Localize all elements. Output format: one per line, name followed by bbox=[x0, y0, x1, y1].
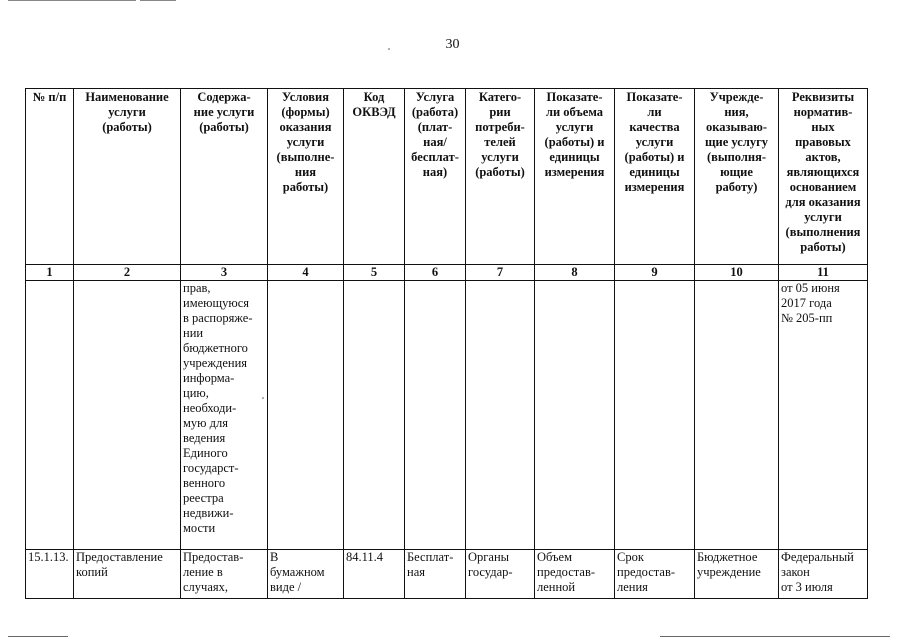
column-number: 1 bbox=[26, 265, 74, 281]
table-cell bbox=[181, 281, 268, 550]
table-cell bbox=[466, 550, 535, 599]
page-number: 30 bbox=[445, 37, 460, 52]
cell-text: Бюджетное учреждение bbox=[697, 550, 761, 579]
column-number: 2 bbox=[74, 265, 181, 281]
header-row bbox=[26, 89, 868, 265]
table-cell bbox=[779, 550, 868, 599]
table-cell bbox=[695, 281, 779, 550]
cell-text: прав, имеющуюся в распоряже- нии бюджетного учреждения информа- цию, необходи- мую для ведения Единого государст- венного реестра недвижи- мости bbox=[183, 281, 253, 535]
column-number: 5 bbox=[344, 265, 405, 281]
table-cell bbox=[26, 281, 74, 550]
table-cell bbox=[405, 550, 466, 599]
header-cell bbox=[466, 89, 535, 265]
table-cell bbox=[466, 281, 535, 550]
table-cell bbox=[695, 550, 779, 599]
column-number-row bbox=[26, 265, 868, 281]
column-number: 3 bbox=[181, 265, 268, 281]
header-label: № п/п bbox=[32, 90, 67, 104]
header-label: Условия (формы) оказания услуги (выполне- ния работы) bbox=[276, 90, 335, 194]
header-label: Учрежде- ния, оказываю- щие услугу (выполня- ющие работу) bbox=[704, 90, 769, 194]
header-cell bbox=[779, 89, 868, 265]
cell-text: В бумажном виде / bbox=[270, 550, 325, 594]
cell-text: Органы государ- bbox=[468, 550, 513, 579]
services-registry-table bbox=[25, 88, 868, 599]
table-cell bbox=[535, 550, 615, 599]
table-cell bbox=[535, 281, 615, 550]
cell-text: 15.1.13. bbox=[28, 550, 69, 564]
table-cell bbox=[74, 550, 181, 599]
header-cell bbox=[74, 89, 181, 265]
table-row bbox=[26, 281, 868, 550]
table-cell bbox=[779, 281, 868, 550]
table-cell bbox=[615, 550, 695, 599]
cell-text: 84.11.4 bbox=[346, 550, 384, 564]
cell-text: Бесплат- ная bbox=[407, 550, 454, 579]
header-label: Реквизиты норматив- ных правовых актов, являющихся основанием для оказания услуги (выполнения работы) bbox=[785, 90, 861, 254]
cell-text: Предоставление копий bbox=[76, 550, 163, 579]
table-cell bbox=[181, 550, 268, 599]
header-cell bbox=[181, 89, 268, 265]
header-label: Показате- ли качества услуги (работы) и единицы измерения bbox=[624, 90, 685, 194]
table-cell bbox=[26, 550, 74, 599]
header-cell bbox=[615, 89, 695, 265]
cell-text: Федеральный закон от 3 июля bbox=[781, 550, 854, 594]
header-label: Код ОКВЭД bbox=[352, 90, 396, 119]
table-cell bbox=[268, 281, 344, 550]
header-cell bbox=[344, 89, 405, 265]
table-cell bbox=[344, 281, 405, 550]
column-number: 10 bbox=[695, 265, 779, 281]
header-label: Катего- рии потреби- телей услуги (работы) bbox=[475, 90, 525, 179]
header-label: Услуга (работа) (плат- ная/ бесплат- ная) bbox=[411, 90, 459, 179]
table-row bbox=[26, 550, 868, 599]
header-cell bbox=[405, 89, 466, 265]
table-cell bbox=[405, 281, 466, 550]
column-number: 4 bbox=[268, 265, 344, 281]
table-cell bbox=[268, 550, 344, 599]
scan-edge-line bbox=[140, 0, 176, 1]
column-number: 8 bbox=[535, 265, 615, 281]
scan-speck bbox=[388, 48, 390, 50]
header-label: Показате- ли объема услуги (работы) и единицы измерения bbox=[544, 90, 605, 179]
scan-edge-line bbox=[660, 636, 890, 637]
cell-text: Объем предостав- ленной bbox=[537, 550, 596, 594]
table-cell bbox=[344, 550, 405, 599]
table-cell bbox=[74, 281, 181, 550]
cell-text: Срок предостав- ления bbox=[617, 550, 676, 594]
scan-edge-line bbox=[8, 0, 136, 1]
column-number: 11 bbox=[779, 265, 868, 281]
header-cell bbox=[26, 89, 74, 265]
cell-text: Предостав- ление в случаях, bbox=[183, 550, 244, 594]
column-number: 7 bbox=[466, 265, 535, 281]
scan-edge-line bbox=[8, 636, 68, 637]
column-number: 9 bbox=[615, 265, 695, 281]
header-cell bbox=[695, 89, 779, 265]
header-label: Содержа- ние услуги (работы) bbox=[193, 90, 255, 134]
header-cell bbox=[268, 89, 344, 265]
header-label: Наименование услуги (работы) bbox=[85, 90, 169, 134]
table-cell bbox=[615, 281, 695, 550]
cell-text: от 05 июня 2017 года № 205-пп bbox=[781, 281, 840, 325]
column-number: 6 bbox=[405, 265, 466, 281]
header-cell bbox=[535, 89, 615, 265]
